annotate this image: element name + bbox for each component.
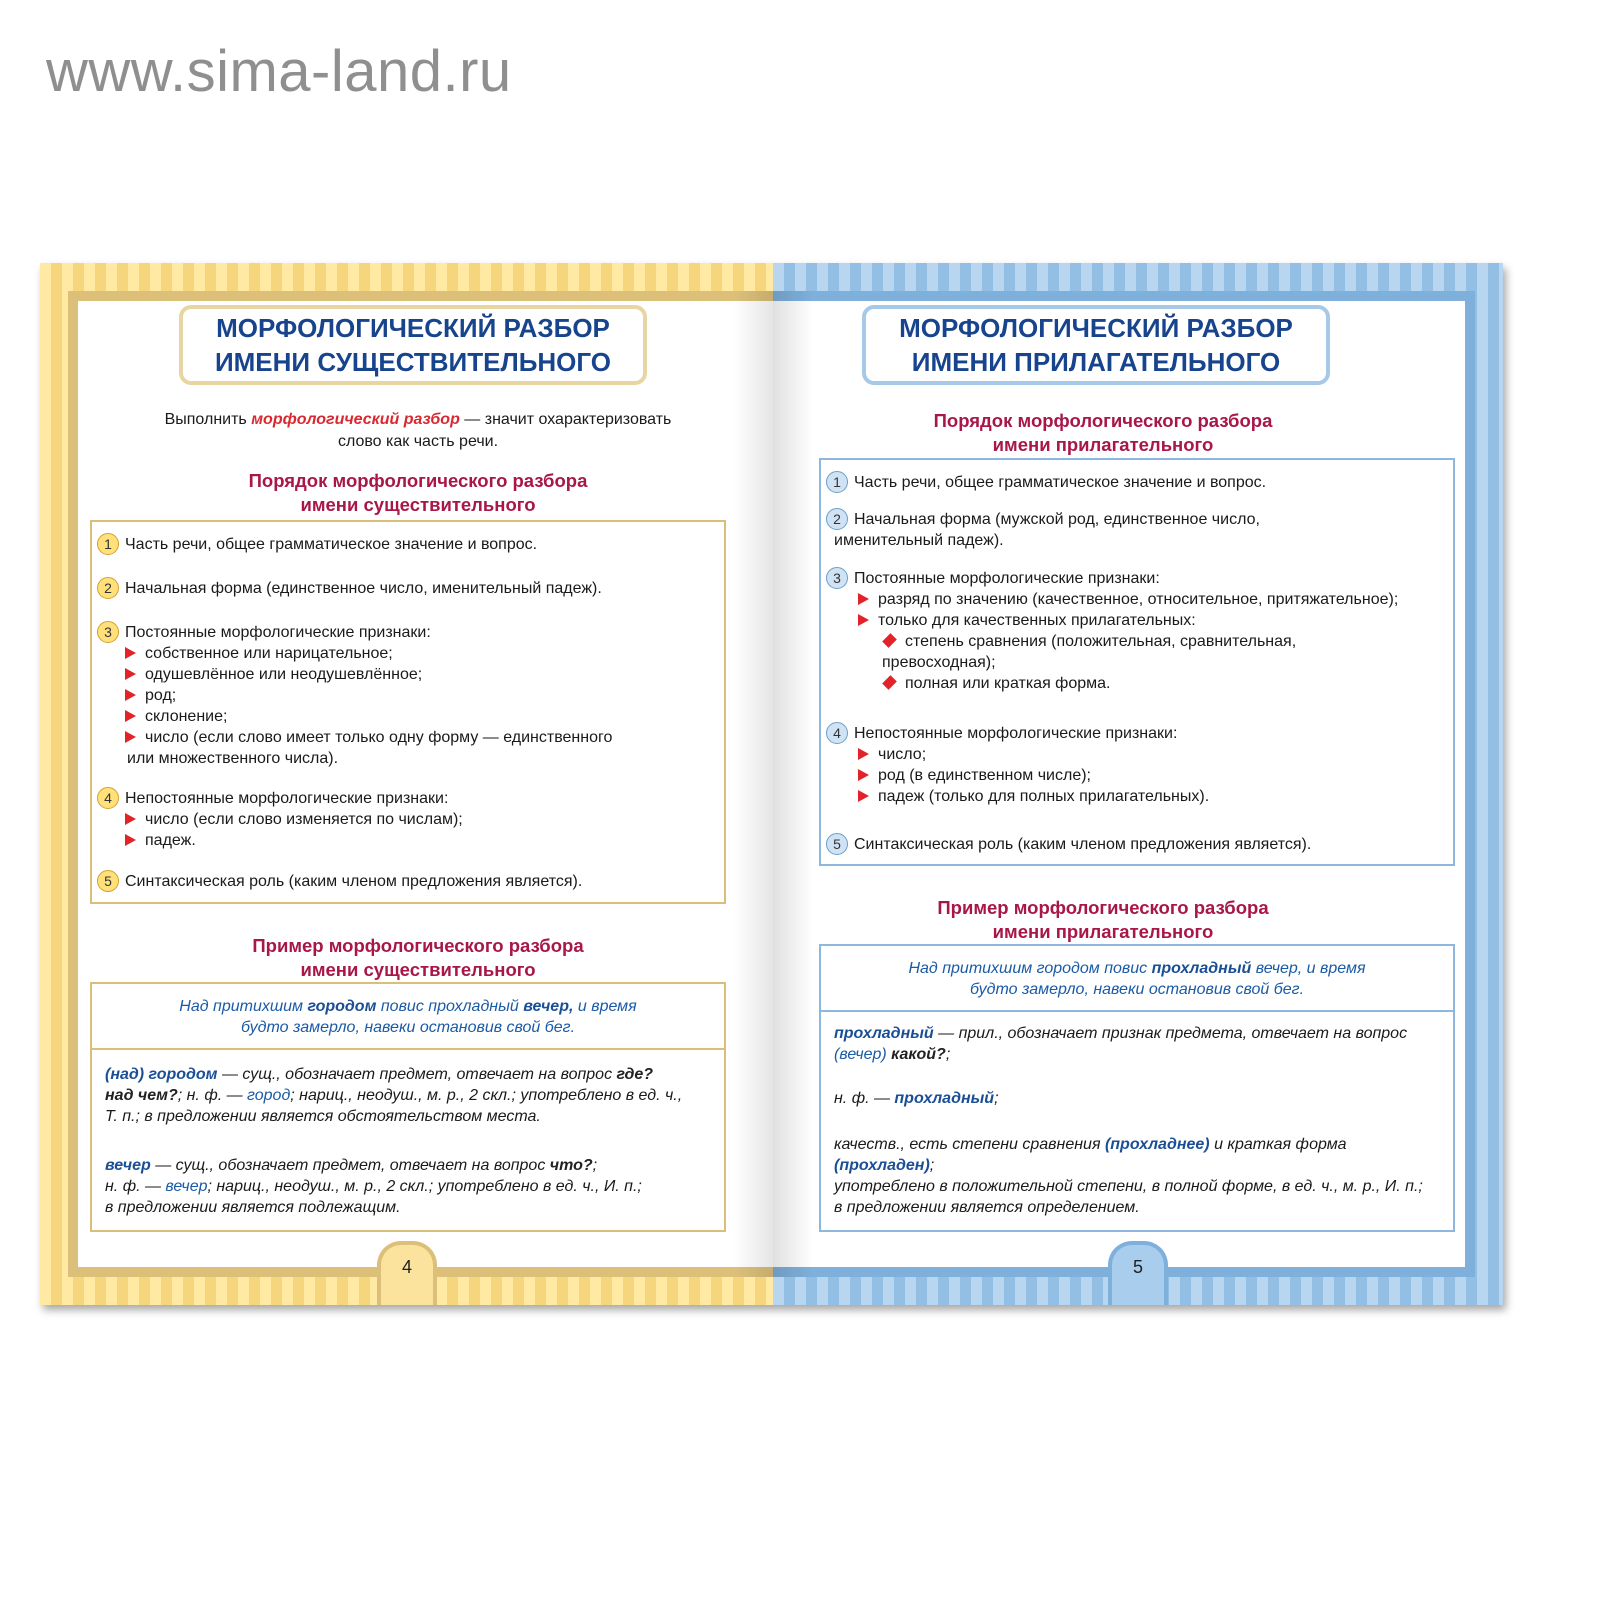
list-item-continuation: именительный падеж).: [834, 532, 1004, 549]
number-badge: 4: [826, 722, 848, 744]
sub-item: падеж (только для полных прилагательных).: [858, 786, 1209, 807]
sub-item: число;: [858, 744, 926, 765]
example-heading-adjective: Пример морфологического разбора имени прилагательного: [937, 897, 1269, 942]
sub-item: одушевлённое или неодушевлённое;: [125, 664, 422, 685]
page-left: [40, 263, 773, 1305]
triangle-bullet-icon: [858, 614, 869, 626]
triangle-bullet-icon: [125, 668, 136, 680]
list-item: 2 Начальная форма (единственное число, именительный падеж).: [97, 578, 602, 600]
sub-item: разряд по значению (качественное, относительное, притяжательное);: [858, 589, 1398, 610]
list-item: 4 Непостоянные морфологические признаки:: [826, 723, 1177, 745]
sub-sub-item: степень сравнения (положительная, сравнительная,: [882, 631, 1296, 652]
list-item: 3 Постоянные морфологические признаки:: [97, 622, 431, 644]
number-badge: 3: [826, 567, 848, 589]
example-sentence: Над притихшим городом повис прохладный вечер, и время будто замерло, навеки остановив свой бег.: [908, 960, 1366, 998]
intro-text: Выполнить морфологический разбор — значит охарактеризовать слово как часть речи.: [164, 411, 672, 450]
divider: [92, 1048, 724, 1050]
sub-item: падеж.: [125, 830, 196, 851]
triangle-bullet-icon: [858, 593, 869, 605]
example-box: [819, 944, 1455, 1232]
sub-sub-item-continuation: превосходная);: [882, 654, 996, 671]
order-list-box: [90, 520, 726, 904]
number-badge: 5: [97, 870, 119, 892]
sub-item-continuation: или множественного числа).: [127, 750, 339, 767]
parse-entry: (над) городом — сущ., обозначает предмет, отвечает на вопрос где? над чем?; н. ф. — город; нариц., неодуш., м. р., 2 скл.; употреблено в ед. ч., Т. п.; в предложении является обстоятельством места.: [105, 1066, 683, 1125]
diamond-bullet-icon: [882, 633, 897, 648]
example-box: [90, 982, 726, 1232]
list-item: 3 Постоянные морфологические признаки:: [826, 568, 1160, 590]
intro-term: морфологический разбор: [251, 411, 460, 428]
page-number: 4: [377, 1241, 437, 1305]
example-sentence: Над притихшим городом повис прохладный вечер, и время будто замерло, навеки остановив свой бег.: [179, 998, 637, 1036]
number-badge: 2: [97, 577, 119, 599]
number-badge: 3: [97, 621, 119, 643]
order-list-box: [819, 458, 1455, 866]
triangle-bullet-icon: [125, 710, 136, 722]
list-item: 1 Часть речи, общее грамматическое значение и вопрос.: [97, 534, 537, 556]
page-number: 5: [1108, 1241, 1168, 1305]
parse-features: качеств., есть степени сравнения (прохладнее) и краткая форма (прохладен); употреблено в положительной степени, в полной форме, в ед. ч., м. р., И. п.; в предложении является определением.: [834, 1136, 1423, 1216]
page-title-adjective: МОРФОЛОГИЧЕСКИЙ РАЗБОР ИМЕНИ ПРИЛАГАТЕЛЬНОГО: [862, 305, 1330, 385]
page-title-noun: МОРФОЛОГИЧЕСКИЙ РАЗБОР ИМЕНИ СУЩЕСТВИТЕЛЬНОГО: [179, 305, 647, 385]
number-badge: 5: [826, 833, 848, 855]
sub-item: склонение;: [125, 706, 227, 727]
book-spread: [40, 263, 1503, 1305]
number-badge: 1: [97, 533, 119, 555]
sub-item: число (если слово изменяется по числам);: [125, 809, 463, 830]
divider: [821, 1010, 1453, 1012]
number-badge: 1: [826, 471, 848, 493]
triangle-bullet-icon: [858, 769, 869, 781]
example-heading-noun: Пример морфологического разбора имени существительного: [252, 935, 584, 980]
page-right: [773, 263, 1503, 1305]
site-watermark: www.sima-land.ru: [46, 39, 512, 104]
triangle-bullet-icon: [125, 834, 136, 846]
sub-item: род (в единственном числе);: [858, 765, 1091, 786]
number-badge: 2: [826, 508, 848, 530]
list-item: 1 Часть речи, общее грамматическое значение и вопрос.: [826, 472, 1266, 494]
order-heading-noun: Порядок морфологического разбора имени существительного: [248, 470, 588, 515]
parse-initial-form: н. ф. — прохладный;: [834, 1090, 999, 1107]
diamond-bullet-icon: [882, 675, 897, 690]
order-heading-adjective: Порядок морфологического разбора имени прилагательного: [933, 410, 1273, 455]
sub-sub-item: полная или краткая форма.: [882, 673, 1110, 694]
triangle-bullet-icon: [125, 689, 136, 701]
sub-item: только для качественных прилагательных:: [858, 610, 1196, 631]
triangle-bullet-icon: [125, 731, 136, 743]
list-item: 4 Непостоянные морфологические признаки:: [97, 788, 448, 810]
sub-item: число (если слово имеет только одну форму — единственного: [125, 727, 612, 748]
triangle-bullet-icon: [858, 748, 869, 760]
triangle-bullet-icon: [858, 790, 869, 802]
list-item: 2 Начальная форма (мужской род, единственное число,: [826, 509, 1260, 531]
list-item: 5 Синтаксическая роль (каким членом предложения является).: [826, 834, 1311, 856]
triangle-bullet-icon: [125, 813, 136, 825]
parse-entry: прохладный — прил., обозначает признак предмета, отвечает на вопрос (вечер) какой?;: [834, 1025, 1408, 1063]
sub-item: род;: [125, 685, 176, 706]
number-badge: 4: [97, 787, 119, 809]
parse-entry: вечер — сущ., обозначает предмет, отвечает на вопрос что?; н. ф. — вечер; нариц., неодуш., м. р., 2 скл.; употреблено в ед. ч., И. п.; в предложении является подлежащим.: [105, 1157, 642, 1216]
sub-item: собственное или нарицательное;: [125, 643, 393, 664]
list-item: 5 Синтаксическая роль (каким членом предложения является).: [97, 871, 582, 893]
triangle-bullet-icon: [125, 647, 136, 659]
